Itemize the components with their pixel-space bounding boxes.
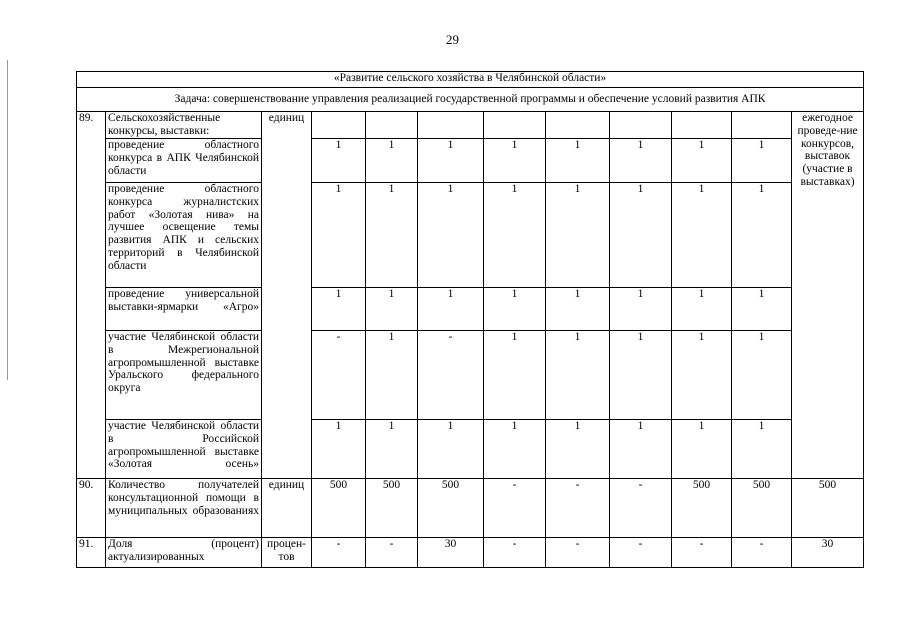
value-cell [546,112,610,139]
value-cell: 1 [366,288,418,331]
table-row [77,183,864,288]
value-cell: 1 [672,331,732,420]
row-number-89: 89. [77,112,106,479]
value-cell: 1 [418,139,484,183]
value-cell: 1 [546,139,610,183]
value-cell: 1 [672,420,732,479]
row-91-unit: процен-тов [262,538,312,568]
value-cell: 500 [732,479,792,538]
value-cell: 1 [732,288,792,331]
value-cell: - [732,538,792,568]
value-cell: - [546,538,610,568]
value-cell: - [610,538,672,568]
value-cell: 1 [732,139,792,183]
value-cell: 1 [610,183,672,288]
value-cell: 1 [312,139,366,183]
row-91-note: 30 [792,538,864,568]
program-title: «Развитие сельского хозяйства в Челябинской области» [77,72,864,88]
value-cell: - [484,538,546,568]
value-cell [672,112,732,139]
value-cell [418,112,484,139]
value-cell: - [312,538,366,568]
value-cell: 1 [610,139,672,183]
value-cell: 1 [312,183,366,288]
value-cell: 500 [366,479,418,538]
row-number-90: 90. [77,479,106,538]
task-title: Задача: совершенствование управления реализацией государственной программы и обеспечение условий развития АПК [77,88,864,112]
value-cell: 1 [484,331,546,420]
value-cell: 1 [610,331,672,420]
row-89a-description: проведение областного конкурса в АПК Челябинской области [106,139,262,183]
value-cell: 500 [672,479,732,538]
page-number: 29 [446,32,459,47]
row-90-description: Количество получателей консультационной помощи в муниципальных образованиях [106,479,262,538]
value-cell: 1 [366,183,418,288]
value-cell: - [672,538,732,568]
row-89-note: ежегодное проведе-ние конкурсов, выставок (участие в выставках) [792,112,864,479]
table-row [77,420,864,479]
value-cell: 1 [546,183,610,288]
row-89e-description: участие Челябинской области в Российской агропромышленной выставке «Золотая осень» [106,420,262,479]
value-cell: - [418,331,484,420]
value-cell: 1 [366,331,418,420]
row-90-unit: единиц [262,479,312,538]
value-cell: - [366,538,418,568]
program-title-row [77,72,864,88]
value-cell: - [484,479,546,538]
row-90-note: 500 [792,479,864,538]
value-cell [312,112,366,139]
value-cell: - [546,479,610,538]
value-cell: 1 [546,331,610,420]
table-row [77,538,864,568]
row-89-unit: единиц [262,112,312,479]
value-cell: 1 [672,183,732,288]
value-cell [484,112,546,139]
value-cell: 500 [418,479,484,538]
value-cell: 1 [672,288,732,331]
value-cell: 1 [546,288,610,331]
table-row [77,479,864,538]
value-cell: 500 [312,479,366,538]
value-cell: 1 [732,420,792,479]
value-cell [732,112,792,139]
row-number-91: 91. [77,538,106,568]
value-cell: 1 [418,288,484,331]
value-cell: 1 [418,183,484,288]
value-cell: 1 [366,420,418,479]
table-row [77,331,864,420]
value-cell [610,112,672,139]
value-cell: 1 [546,420,610,479]
value-cell: 1 [484,183,546,288]
value-cell: 1 [366,139,418,183]
value-cell: 1 [610,420,672,479]
table-row [77,139,864,183]
binding-margin-line [7,60,8,380]
value-cell: 1 [484,420,546,479]
value-cell: 1 [732,183,792,288]
value-cell [366,112,418,139]
value-cell: 1 [732,331,792,420]
value-cell: 1 [418,420,484,479]
value-cell: 1 [610,288,672,331]
value-cell: 1 [312,420,366,479]
task-title-row [77,88,864,112]
row-91-description: Доля (процент) актуализированных [106,538,262,568]
value-cell: - [610,479,672,538]
row-89d-description: участие Челябинской области в Межрегиональной агропромышленной выставке Уральского федерального округа [106,331,262,420]
value-cell: 1 [484,288,546,331]
value-cell: 1 [672,139,732,183]
row-89b-description: проведение областного конкурса журналистских работ «Золотая нива» на лучшее освещение темы развития АПК и сельских территорий в Челябинской области [106,183,262,288]
table-row [77,112,864,139]
value-cell: 1 [484,139,546,183]
table-row [77,288,864,331]
row-89c-description: проведение универсальной выставки-ярмарки «Агро» [106,288,262,331]
value-cell: - [312,331,366,420]
indicators-table [76,71,864,568]
value-cell: 30 [418,538,484,568]
value-cell: 1 [312,288,366,331]
row-89-description: Сельскохозяйственные конкурсы, выставки: [106,112,262,139]
